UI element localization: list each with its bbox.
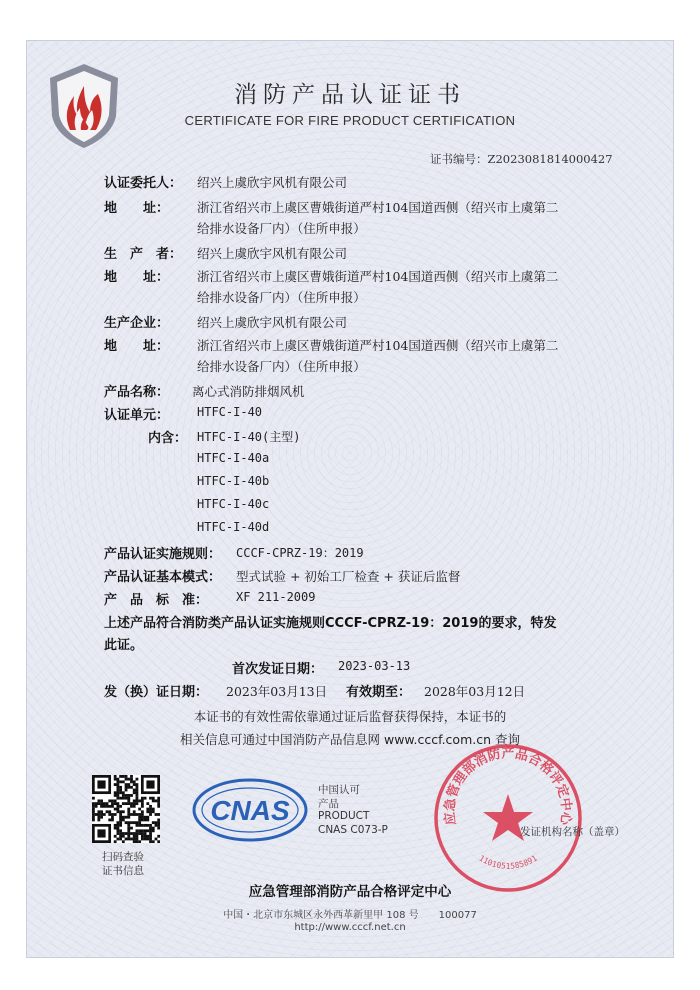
factory-label: 生产企业： [104,316,170,331]
qr-caption-line2: 证书信息 [102,865,144,877]
cnas-logo-text: CNAS [210,795,290,826]
statement-line2: 此证。 [104,638,144,653]
certificate-title: 消防产品认证证书 [234,82,466,108]
official-seal [428,738,588,898]
product-label: 产品名称： [104,385,170,400]
standard-value: XF 211-2009 [236,590,316,604]
cnas-info-2: 产品 [318,798,339,810]
statement-line1: 上述产品符合消防类产品认证实施规则CCCF-CPRZ-19：2019的要求，特发 [104,616,557,631]
model-b: HTFC-I-40b [197,474,270,488]
organization-website[interactable]: http://www.cccf.net.cn [294,922,406,933]
address-2-line2: 给排水设备厂内）（住所申报） [197,290,366,305]
factory-value: 绍兴上虞欣宇风机有限公司 [197,315,348,330]
mode-label: 产品认证基本模式： [104,570,222,585]
model-c: HTFC-I-40c [197,497,270,511]
unit-value: HTFC-I-40 [197,405,263,419]
mode-value: 型式试验 + 初始工厂检查 + 获证后监督 [236,569,461,584]
address-label-2: 地 址： [104,270,170,285]
producer-value: 绍兴上虞欣宇风机有限公司 [197,246,348,261]
seal-arc-text: 应急管理部消防产品合格评定中心 [442,746,574,826]
valid-until-date: 2028年03月12日 [424,684,526,699]
client-label: 认证委托人： [104,176,183,191]
address-label-3: 地 址： [104,339,170,354]
model-d: HTFC-I-40d [197,520,270,534]
qr-code[interactable] [92,775,160,843]
address-label-1: 地 址： [104,201,170,216]
unit-label: 认证单元： [104,408,170,423]
address-2-line1: 浙江省绍兴市上虞区曹娥街道严村104国道西侧（绍兴市上虞第二 [197,269,559,284]
issuing-organization: 应急管理部消防产品合格评定中心 [248,884,452,900]
rule-value: CCCF-CPRZ-19：2019 [236,546,364,560]
certificate-subtitle: CERTIFICATE FOR FIRE PRODUCT CERTIFICATION [184,113,516,128]
client-value: 绍兴上虞欣宇风机有限公司 [197,175,348,190]
cnas-info-3: PRODUCT [318,810,370,822]
address-3-line2: 给排水设备厂内）（住所申报） [197,359,366,374]
rule-label: 产品认证实施规则： [104,547,222,562]
qr-caption-line1: 扫码查验 [102,851,144,863]
model-a: HTFC-I-40a [197,451,270,465]
content-label: 内含： [148,431,188,446]
cnas-logo [190,775,310,845]
issue-date: 2023年03月13日 [226,684,328,699]
certificate-number: 证书编号：Z2023081814000427 [430,152,613,166]
seal-number: 1101051585891 [477,853,539,871]
valid-until-label: 有效期至： [346,685,412,700]
validity-notice-line1: 本证书的有效性需依靠通过证后监督获得保持，本证书的 [193,709,507,724]
standard-label: 产 品 标 准： [104,593,209,608]
validity-notice-line2: 相关信息可通过中国消防产品信息网 www.cccf.com.cn 查询 [180,732,520,747]
cnas-info-1: 中国认可 [318,784,360,796]
address-3-line1: 浙江省绍兴市上虞区曹娥街道严村104国道西侧（绍兴市上虞第二 [197,338,559,353]
product-value: 离心式消防排烟风机 [192,384,305,399]
svg-text:1101051585891 [477,854,539,871]
seal-label: 发证机构名称（盖章） [520,826,625,838]
address-1-line1: 浙江省绍兴市上虞区曹娥街道严村104国道西侧（绍兴市上虞第二 [197,200,559,215]
producer-label: 生 产 者： [104,247,183,262]
issue-date-label: 发（换）证日期： [104,685,209,700]
cnas-info-4: CNAS C073-P [318,824,388,836]
first-issue-label: 首次发证日期： [232,662,324,677]
organization-address: 中国・北京市东城区永外西革新里甲 108 号 100077 [223,910,477,921]
first-issue-date: 2023-03-13 [338,659,411,673]
model-main: HTFC-I-40(主型) [197,430,301,444]
address-1-line2: 给排水设备厂内）（住所申报） [197,221,366,236]
